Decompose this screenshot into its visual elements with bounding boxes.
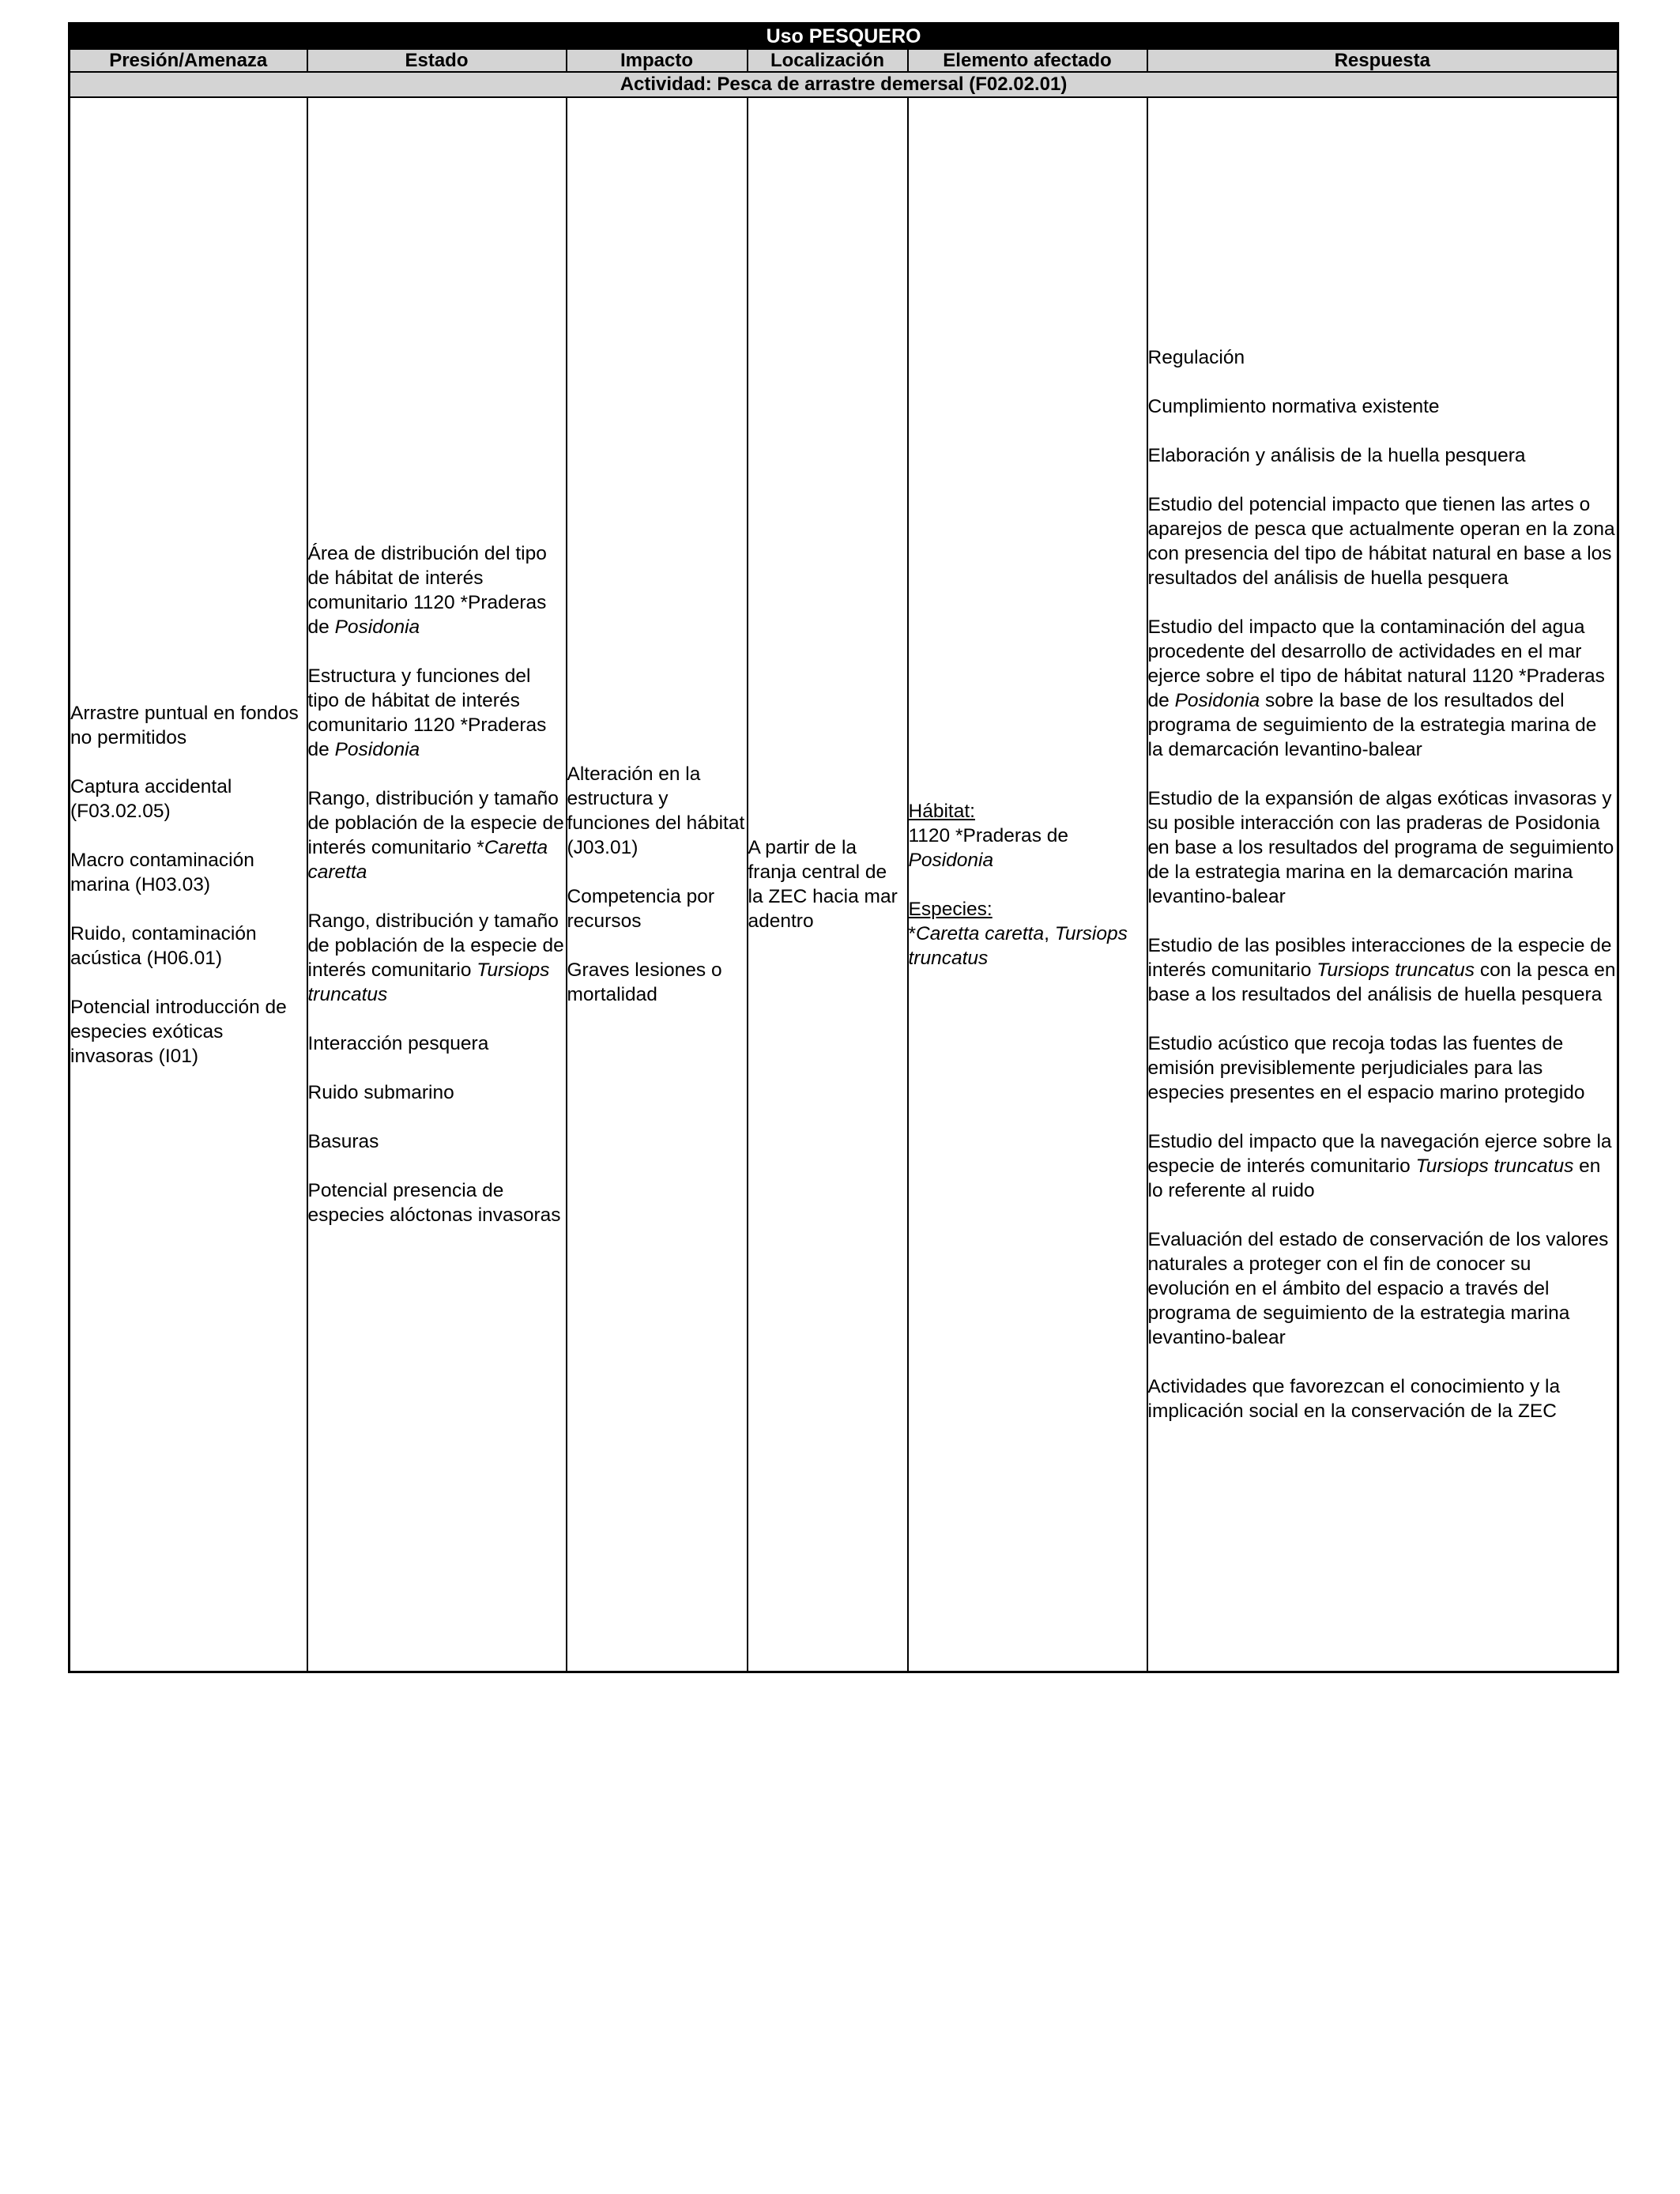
- pesquero-table: [68, 22, 1619, 1673]
- impacto-item: Competencia por recursos: [567, 886, 715, 932]
- habitat-italic: Posidonia: [908, 849, 994, 871]
- respuesta-item: Cumplimiento normativa existente: [1147, 396, 1440, 417]
- respuesta-item: Elaboración y análisis de la huella pesquera: [1147, 445, 1526, 466]
- header-estado: Estado: [307, 49, 567, 72]
- estado-item: [308, 909, 566, 1007]
- respuesta-item: Evaluación del estado de conservación de los valores naturales a proteger con el fin de conocer su evolución en el ámbito del espacio a través del programa de seguimiento de la estrategia marina levantino-balear: [1147, 1229, 1609, 1348]
- respuesta-italic: Tursiops truncatus: [1415, 1155, 1574, 1177]
- respuesta-item: [1148, 933, 1618, 1007]
- impacto-item: Graves lesiones o mortalidad: [567, 959, 722, 1005]
- estado-text: Rango, distribución y tamaño de población de la especie de interés comunitario: [307, 910, 564, 981]
- impacto-cell: [567, 97, 748, 1672]
- presion-item: Macro contaminación marina (H03.03): [70, 849, 254, 895]
- estado-italic: Posidonia: [334, 616, 420, 638]
- estado-text: Rango, distribución y tamaño de población de la especie de interés comunitario *: [307, 788, 564, 858]
- impacto-item: Alteración en la estructura y funciones del hábitat (J03.01): [567, 763, 745, 858]
- respuesta-text: Estudio del impacto que la contaminación del agua procedente del desarrollo de actividades en el mar ejerce sobre el tipo de hábitat natural 1120 *Praderas de: [1147, 616, 1605, 711]
- respuesta-item: Estudio acústico que recoja todas las fuentes de emisión previsiblemente perjudiciales para las especies presentes en el espacio marino protegido: [1147, 1033, 1585, 1103]
- habitat-label: Hábitat:: [908, 800, 975, 822]
- respuesta-cell: [1147, 97, 1618, 1672]
- presion-item: Captura accidental (F03.02.05): [70, 775, 232, 822]
- presion-item: Ruido, contaminación acústica (H06.01): [70, 922, 257, 969]
- estado-item: Potencial presencia de especies alóctonas invasoras: [307, 1180, 561, 1226]
- estado-item: Interacción pesquera: [307, 1033, 489, 1054]
- respuesta-text: con la pesca en base a los resultados del análisis de huella pesquera: [1147, 959, 1616, 1005]
- respuesta-text: Estudio del impacto que la navegación ejerce sobre la especie de interés comunitario: [1147, 1131, 1612, 1177]
- header-respuesta: Respuesta: [1147, 49, 1618, 72]
- estado-italic: Caretta caretta: [307, 837, 548, 883]
- habitat-block: [909, 799, 1147, 873]
- respuesta-italic: Posidonia: [1174, 690, 1260, 711]
- estado-cell: [307, 97, 567, 1672]
- especies-sp1: Caretta caretta: [916, 922, 1045, 944]
- elemento-cell: [908, 97, 1147, 1672]
- respuesta-italic: Tursiops truncatus: [1317, 959, 1475, 981]
- respuesta-text: Estudio de las posibles interacciones de la especie de interés comunitario: [1147, 935, 1612, 981]
- estado-item: Ruido submarino: [307, 1082, 454, 1103]
- table-title: Uso PESQUERO: [70, 24, 1618, 50]
- estado-italic: Tursiops truncatus: [307, 959, 550, 1005]
- especies-block: [909, 897, 1147, 971]
- respuesta-item: [1148, 615, 1618, 762]
- respuesta-item: Regulación: [1147, 347, 1245, 368]
- localizacion-cell: [748, 97, 908, 1672]
- respuesta-item: Estudio del potencial impacto que tienen las artes o aparejos de pesca que actualmente operan en la zona con presencia del tipo de hábitat natural en base a los resultados del análisis de huella pesquera: [1147, 494, 1615, 589]
- estado-item: [308, 541, 566, 639]
- estado-text: Área de distribución del tipo de hábitat de interés comunitario 1120 *Praderas de: [307, 543, 547, 638]
- respuesta-text: sobre la base de los resultados del programa de seguimiento de la estrategia marina de la demarcación levantino-balear: [1147, 690, 1597, 760]
- presion-item: Arrastre puntual en fondos no permitidos: [70, 702, 299, 748]
- presion-item: Potencial introducción de especies exóticas invasoras (I01): [70, 996, 287, 1067]
- presion-cell: [70, 97, 307, 1672]
- estado-item: [308, 786, 566, 884]
- estado-item: [308, 664, 566, 762]
- estado-item: Basuras: [307, 1131, 379, 1152]
- estado-text: Estructura y funciones del tipo de hábitat de interés comunitario 1120 *Praderas de: [307, 665, 547, 760]
- especies-star: *: [908, 922, 917, 944]
- habitat-text: 1120 *Praderas de: [908, 824, 1068, 846]
- respuesta-item: [1148, 1129, 1618, 1203]
- respuesta-item: Actividades que favorezcan el conocimiento y la implicación social en la conservación de la ZEC: [1147, 1376, 1561, 1422]
- header-localizacion: Localización: [748, 49, 908, 72]
- localizacion-text: A partir de la franja central de la ZEC hacia mar adentro: [748, 837, 898, 932]
- respuesta-text: en lo referente al ruido: [1147, 1155, 1601, 1201]
- header-presion: Presión/Amenaza: [70, 49, 307, 72]
- especies-sp2: Tursiops truncatus: [908, 922, 1128, 969]
- estado-italic: Posidonia: [334, 739, 420, 760]
- header-impacto: Impacto: [567, 49, 748, 72]
- especies-sep: ,: [1044, 922, 1055, 944]
- activity-row: Actividad: Pesca de arrastre demersal (F02.02.01): [70, 72, 1618, 97]
- especies-label: Especies:: [908, 898, 993, 920]
- header-elemento: Elemento afectado: [908, 49, 1147, 72]
- respuesta-item: Estudio de la expansión de algas exóticas invasoras y su posible interacción con las praderas de Posidonia en base a los resultados del programa de seguimiento de la estrategia marina en la demarcación marina levantino-balear: [1147, 788, 1614, 907]
